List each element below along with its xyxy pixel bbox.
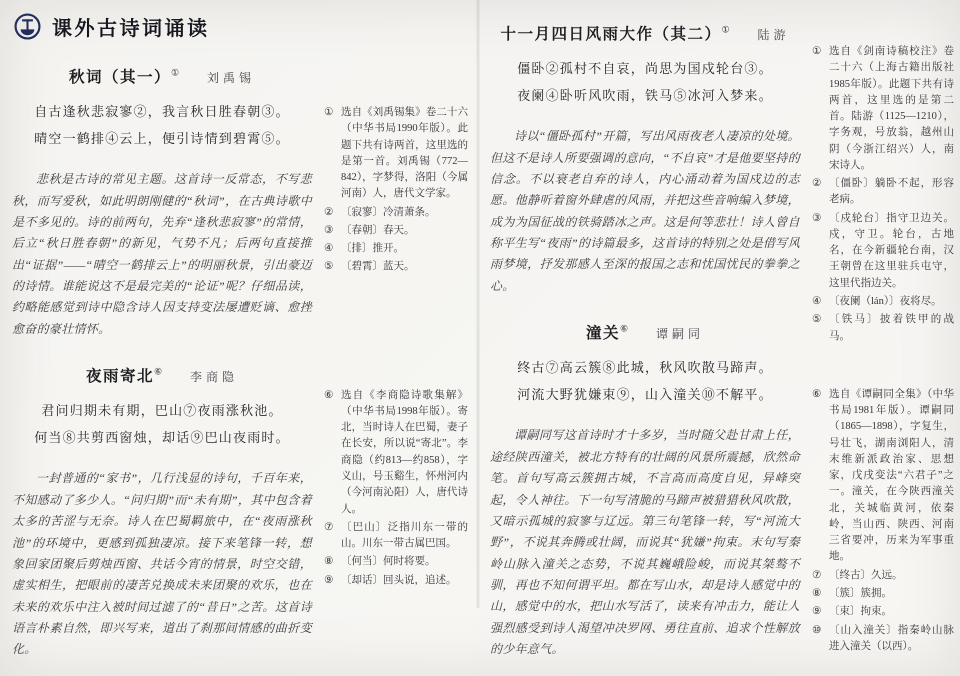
section-header	[14, 12, 472, 41]
right-notes-column	[812, 12, 960, 660]
poem-commentary: 悲秋是古诗的常见主题。这首诗一反常态，不写悲秋，而写爱秋，如此明朗刚健的“秋词”，在古典诗歌中是不多见的。诗的前两句，先弃“逢秋悲寂寥”的常情，后立“秋日胜春朝”的新见，气势不凡；后两句直接推出“证据”——“晴空一鹤排云上”的明丽秋景，引出豪迈的诗情。谁能说这不是最完美的“论证”呢？仔细品读，约略能感觉到诗中隐含诗人因支持变法屡遭贬谪、愈挫愈奋的豪壮情怀。	[12, 172, 312, 336]
poem-title: 夜雨寄北	[85, 368, 154, 386]
poem-head	[490, 321, 800, 343]
poem-tongguan	[490, 321, 800, 408]
note-number: ②	[812, 178, 822, 190]
note-number: ⑤	[324, 261, 334, 273]
note-item	[324, 259, 468, 275]
note-number: ④	[812, 295, 822, 307]
note-text: 〔铁马〕披着铁甲的战马。	[829, 314, 954, 342]
note-item	[324, 205, 468, 221]
poem-line: 君问归期未有期，巴山⑦夜雨涨秋池。	[41, 403, 283, 419]
note-item	[324, 105, 468, 203]
note-item	[812, 586, 954, 602]
poem-commentary: 一封普通的“家书”，几行浅显的诗句，千百年来，不知感动了多少人。“问归期”而“未有期”，其中包含着太多的苦涩与无奈。诗人在巴蜀羁旅中，在“夜雨涨秋池”的环境中，更感到孤独凄凉。接下来笔锋一转，想象回家团聚后剪烛西窗、共话今宵的情景，时空交错，虚实相生，把眼前的凄苦兑换成未来团聚的欢乐，也在未来的欢乐中注入被时间过滤了的“昔日”之苦。这首诗语言朴素自然，即兴写来，道出了刹那间情感的曲折变化。	[12, 471, 312, 657]
note-text: 选自《剑南诗稿校注》卷二十六（上海古籍出版社1985年版）。此题下共有诗两首，这里选的是第二首。陆游（1125—1210），字务观，号放翁，越州山阴（今浙江绍兴）人，南宋诗人。	[829, 46, 954, 171]
note-item	[324, 573, 468, 589]
note-text: 〔寂寥〕冷清萧条。	[341, 206, 436, 218]
note-text: 选自《刘禹锡集》卷二十六（中华书局1990年版）。此题下共有诗两首，这里选的是第一首。刘禹锡（772—842），字梦得，洛阳（今属河南）人，唐代文学家。	[341, 107, 468, 200]
poem-author: 谭嗣同	[656, 327, 705, 342]
page-title: 课外古诗词诵读	[52, 18, 210, 40]
poem-line: 僵卧②孤村不自哀，尚思为国戍轮台③。	[517, 61, 773, 76]
poem-line: 晴空一鹤排④云上，便引诗情到碧霄⑤。	[34, 130, 290, 146]
note-item	[812, 312, 954, 345]
poem-head	[490, 22, 800, 44]
note-item	[324, 388, 468, 518]
note-item	[324, 241, 468, 257]
page-right	[478, 0, 960, 676]
note-text: 〔僵卧〕躺卧不起，形容老病。	[829, 178, 954, 206]
note-item	[812, 294, 954, 310]
note-number: ⑥	[812, 388, 822, 400]
poem-title: 潼关	[585, 325, 620, 343]
note-number: ⑤	[812, 314, 822, 326]
poem-commentary: 谭嗣同写这首诗时才十多岁，当时随父赴甘肃上任，途经陕西潼关，被北方特有的壮阔的风景所震撼，欣然命笔。首句写高云簇拥古城，不言高而高度自见，异峰突起，令人神往。下一句写清脆的马蹄声被猎猎秋风吹散，又暗示孤城的寂寥与辽远。第三句笔锋一转，写“河流大野”，不说其奔腾或壮阔，而说其“犹嫌”拘束。末句写秦岭山脉入潼关之态势，不说其巍峨险峻，而说其桀骜不驯，再也不知何谓平坦。都在写山水，却是诗人感觉中的山，感觉中的水，把山水写活了，读来有冲击力，能让人强烈感受到诗人渴望冲决罗网、勇往直前、追求个性解放的少年意气。	[490, 428, 800, 657]
note-number: ⑨	[324, 574, 334, 586]
poem-head	[12, 65, 312, 87]
note-item	[812, 623, 954, 656]
note-item	[812, 176, 954, 209]
note-text: 〔终古〕久远。	[829, 569, 903, 581]
poem-title: 十一月四日风雨大作（其二）	[500, 26, 722, 43]
note-item	[812, 568, 954, 584]
poem-head	[12, 364, 312, 386]
note-text: 选自《谭嗣同全集》（中华书局1981年版）。谭嗣同（1865—1898），字复生，号壮飞，湖南浏阳人，清末维新派政治家、思想家，戊戌变法“六君子”之一。潼关，在今陕西潼关北，关城临黄河，依秦岭，当山西、陕西、河南三省要冲，历来为军事重地。	[829, 388, 954, 563]
poem-line: 自古逢秋悲寂寥②，我言秋日胜春朝③。	[34, 104, 290, 119]
poem-title-note: ①	[721, 24, 730, 35]
note-number: ⑧	[324, 556, 334, 568]
page-gutter-divider	[476, 0, 480, 608]
note-text: 〔何当〕何时将要。	[341, 556, 436, 568]
poem-qiuci	[12, 65, 312, 152]
note-item	[812, 604, 954, 620]
note-number: ③	[812, 212, 822, 224]
note-text: 〔簇〕簇拥。	[829, 587, 892, 599]
right-main-column	[490, 12, 800, 660]
poem-title-note: ⑥	[153, 366, 163, 377]
note-number: ②	[324, 206, 334, 218]
poem-title-note: ①	[170, 67, 180, 78]
note-number: ⑦	[324, 521, 334, 533]
note-text: 〔春朝〕春天。	[341, 224, 415, 236]
page-left	[0, 0, 478, 676]
poem-line: 终古⑦高云簇⑧此城，秋风吹散马蹄声。	[517, 360, 773, 376]
note-text: 〔戍轮台〕指守卫边关。戍，守卫。轮台，古地名，在今新疆轮台南，汉王朝曾在这里驻兵屯守，这里代指边关。	[829, 212, 954, 289]
poem-line: 河流大野犹嫌束⑨，山入潼关⑩不解平。	[517, 386, 773, 402]
note-text: 〔山入潼关〕指秦岭山脉进入潼关（以西）。	[829, 624, 954, 652]
note-number: ⑥	[324, 389, 334, 401]
note-text: 〔夜阑（lán）〕夜将尽。	[829, 295, 942, 307]
note-text: 〔碧霄〕蓝天。	[341, 261, 415, 273]
note-item	[324, 520, 468, 553]
poem-title-note: ⑥	[619, 323, 629, 334]
left-main-column	[12, 55, 312, 661]
note-text: 〔束〕拘束。	[829, 606, 892, 618]
note-item	[324, 223, 468, 239]
anchor-badge-icon	[14, 13, 41, 40]
note-item	[324, 554, 468, 570]
note-item	[812, 387, 954, 566]
poem-yeyujibei	[12, 364, 312, 451]
poem-author: 刘禹锡	[207, 71, 256, 85]
poem-author: 李商隐	[190, 370, 239, 385]
left-notes-column	[324, 55, 472, 661]
poem-commentary: 诗以“僵卧孤村”开篇，写出风雨夜老人凄凉的处境。但这不是诗人所要强调的意向，“不自哀”才是他要坚持的信念。不以衰老自弃的诗人，内心涌动着为国戍边的志愿。他静听着窗外肆虐的风雨，并把这些音响编入梦境，成为为国征战的铁骑踏冰之声。这是何等悲壮！诗人曾自称平生写“夜雨”的诗篇最多，这首诗的特别之处是借写风雨梦境，抒发那感人至深的报国之志和忧国忧民的拳拳之心。	[490, 129, 800, 293]
note-item	[812, 211, 954, 292]
note-number: ①	[812, 46, 822, 57]
note-number: ⑧	[812, 587, 822, 599]
poem-author: 陆游	[757, 28, 790, 42]
note-text: 〔排〕推开。	[341, 243, 404, 255]
note-item	[812, 44, 954, 174]
poem-title: 秋词（其一）	[68, 69, 171, 86]
note-number: ⑩	[812, 624, 822, 636]
note-number: ③	[324, 224, 334, 236]
note-text: 〔巴山〕泛指川东一带的山。川东一带古属巴国。	[341, 521, 468, 550]
poem-fengyudazuo	[490, 22, 800, 109]
poem-line: 何当⑧共剪西窗烛，却话⑨巴山夜雨时。	[34, 429, 290, 445]
note-number: ①	[324, 107, 334, 118]
note-number: ④	[324, 243, 334, 255]
note-number: ⑨	[812, 606, 822, 618]
note-number: ⑦	[812, 569, 822, 581]
poem-line: 夜阑④卧听风吹雨，铁马⑤冰河入梦来。	[517, 87, 773, 103]
note-text: 〔却话〕回头说，追述。	[341, 574, 457, 586]
note-text: 选自《李商隐诗歌集解》（中华书局1998年版）。寄北，当时诗人在巴蜀，妻子在长安，所以说“寄北”。李商隐（约813—约858），字义山，号玉谿生，怀州河内（今河南沁阳）人，唐代诗人。	[341, 389, 468, 515]
